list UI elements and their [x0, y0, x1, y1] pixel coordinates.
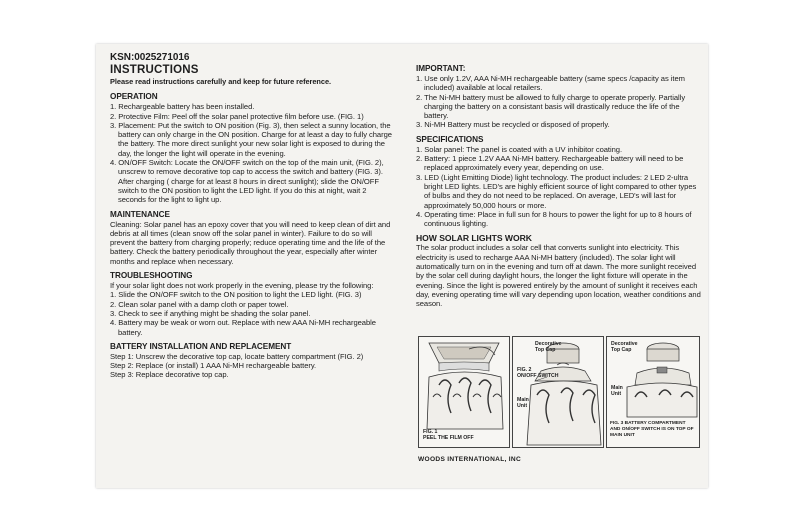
important-list: [416, 74, 702, 130]
list-item: 2. The Ni-MH battery must be allowed to fully charge to operate properly. Partially charging the battery on a consistant basis will drastically reduce the life of the battery.: [416, 92, 686, 121]
list-item: 2. Clean solar panel with a damp cloth or paper towel.: [110, 299, 289, 309]
battery-steps: [110, 352, 396, 380]
page-title: INSTRUCTIONS: [110, 64, 199, 76]
specifications-heading: SPECIFICATIONS: [416, 134, 484, 144]
troubleshooting-heading: TROUBLESHOOTING: [110, 271, 193, 281]
troubleshooting-list: [110, 290, 396, 336]
list-item: Step 3: Replace decorative top cap.: [110, 370, 229, 380]
figure-1: [418, 336, 510, 448]
list-item: 1. Slide the ON/OFF switch to the ON position to light the LED light. (FIG. 3): [110, 290, 362, 300]
how-heading: HOW SOLAR LIGHTS WORK: [416, 233, 532, 244]
figures: [418, 336, 700, 446]
figure-1-caption: FIG. 1 PEEL THE FILM OFF: [423, 429, 474, 441]
battery-heading: BATTERY INSTALLATION AND REPLACEMENT: [110, 341, 292, 351]
figure-2-cap-label: Decorative Top Cap: [535, 341, 562, 353]
list-item: Step 1: Unscrew the decorative top cap, locate battery compartment (FIG. 2): [110, 351, 364, 361]
list-item: 3. LED (Light Emitting Diode) light technology. The product includes: 2 LED 2-ultra bright LED lights. LED's are highly efficient source of light compared to other types of bulbs and they do not need to be replaced. On average, LED's will last for approximately 50,000 hours or more.: [416, 172, 697, 210]
figure-2-caption: FIG. 2 ON/OFF SWITCH: [517, 367, 559, 379]
figure-3-main-label: Main Unit: [611, 385, 623, 397]
list-item: 3. Ni-MH Battery must be recycled or disposed of properly.: [416, 120, 610, 130]
figure-3: [606, 336, 700, 448]
ksn-number: KSN:0025271016: [110, 52, 190, 63]
list-item: 1. Rechargeable battery has been installed.: [110, 102, 255, 112]
list-item: 4. Battery may be weak or worn out. Replace with new AAA Ni-MH rechargeable battery.: [110, 318, 376, 337]
figure-2: [512, 336, 604, 448]
specifications-list: [416, 145, 702, 229]
list-item: 2. Battery: 1 piece 1.2V AAA Ni-MH battery. Rechargeable battery will need to be replaced approximately every year, depending on use.: [416, 154, 684, 173]
list-item: 1. Solar panel: The panel is coated with a UV inhibitor coating.: [416, 144, 623, 154]
figure-3-cap-label: Decorative Top Cap: [611, 341, 638, 353]
operation-heading: OPERATION: [110, 92, 158, 102]
page-subtitle: Please read instructions carefully and keep for future reference.: [110, 77, 332, 86]
list-item: 3. Check to see if anything might be shading the solar panel.: [110, 308, 311, 318]
list-item: 1. Use only 1.2V, AAA Ni-MH rechargeable battery (same specs /capacity as item included) available at local retailers.: [416, 74, 685, 93]
company-footer: WOODS INTERNATIONAL, INC: [418, 456, 522, 463]
how-text: The solar product includes a solar cell that converts sunlight into electricity. This electricity is used to recharge AAA Ni-MH battery (included). The solar light will automatically turn on in the evening and turn off at dawn. The more sunlight received by the solar cell during daylight hours, the longer the light fixture will operate in the evening. Since the light is powered entirely by the amount of sunlight it receives each day, evening operating time will vary depending upon location, weather conditions and season.: [416, 243, 701, 309]
right-column: [416, 64, 702, 309]
list-item: 2. Protective Film: Peel off the solar panel protective film before use. (FIG. 1): [110, 111, 364, 121]
troubleshooting-intro: If your solar light does not work properly in the evening, please try the following:: [110, 281, 374, 291]
figure-2-main-label: Main Unit: [517, 397, 529, 409]
important-heading: IMPORTANT:: [416, 64, 466, 73]
list-item: 3. Placement: Put the switch to ON position (Fig. 3), then select a sunny location, the battery can only charge in the ON position. Charge for at least a day to fully charge the battery. The more direct sunlight your new solar light is exposed to during the day, the longer the light will operate in the evening.: [110, 120, 392, 158]
list-item: 4. ON/OFF Switch: Locate the ON/OFF switch on the top of the main unit, (FIG. 2), unscrew to remove decorative top cap to access the switch and battery (FIG. 3). After charging ( charge for at least 8 hours in direct sunlight); slide the ON/OFF switch to the ON position to light the LED light. If you do this at night, wait 2 seconds for the light to light up.: [110, 158, 384, 205]
lamp-switch-illustration: [513, 337, 603, 447]
figure-3-caption: FIG. 3 BATTERY COMPARTMENT AND ON/OFF SWITCH IS ON TOP OF MAIN UNIT: [610, 421, 694, 438]
maintenance-heading: MAINTENANCE: [110, 209, 170, 219]
left-column: [110, 52, 396, 380]
operation-list: [110, 102, 396, 204]
list-item: Step 2: Replace (or install) 1 AAA Ni-MH rechargeable battery.: [110, 361, 317, 371]
list-item: 4. Operating time: Place in full sun for 8 hours to power the light for up to 8 hours of continuous lighting.: [416, 209, 692, 229]
maintenance-text: Cleaning: Solar panel has an epoxy cover that you will need to keep clean of dirt and debris at all times (clean snow off the solar panel in winter). Failure to do so will prevent the battery from charging properly; reduce operating time and the life of the battery. Check the battery periodically throughout the year, especially after winter months and replace when necessary.: [110, 219, 391, 266]
instruction-sheet: [96, 44, 708, 488]
